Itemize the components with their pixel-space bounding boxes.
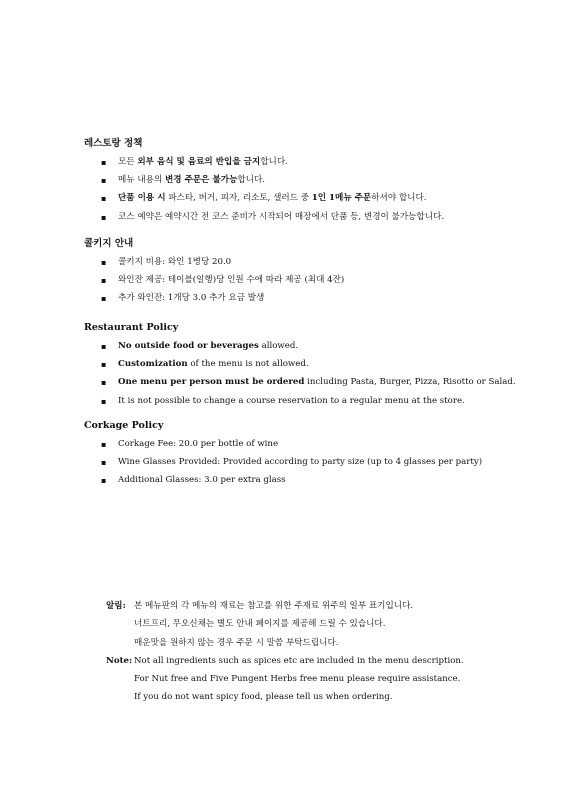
kr-corkage-item-text: 콜키지 비용: 와인 1병당 20.0 xyxy=(118,257,232,267)
en-note-row xyxy=(106,656,546,674)
kr-policy-item-text: 하셔야 합니다. xyxy=(371,193,427,204)
en-note-row xyxy=(106,692,546,710)
kr-policy-item-bold: 1인 1메뉴 주문 xyxy=(311,193,372,204)
en-policy-item-text: It is not possible to change a course reservation to a regular menu at the store. xyxy=(118,395,465,406)
kr-policy-item-bold: 단품 이용 시 xyxy=(118,193,166,204)
en-corkage-item xyxy=(84,475,554,486)
bullet-icon: ▪ xyxy=(101,341,107,351)
kr-corkage-item xyxy=(84,275,554,286)
en-policy-item-text: of the menu is not allowed. xyxy=(187,359,309,370)
kr-policy-item-text: 모든 xyxy=(118,157,138,167)
kr-policy-item xyxy=(84,212,554,223)
en-policy-item xyxy=(84,396,554,407)
bullet-icon: ▪ xyxy=(101,175,107,186)
bullet-icon: ▪ xyxy=(101,475,107,486)
kr-note-row xyxy=(106,638,546,656)
en-policy-item-bold: Customization xyxy=(118,359,188,370)
en-policy-item xyxy=(84,359,554,370)
kr-policy-item-text: 파스타, 버거, 피자, 리소토, 샐러드 중 xyxy=(165,193,312,204)
en-note-line: If you do not want spicy food, please tell us when ordering. xyxy=(134,692,393,703)
en-corkage-policy-title: Corkage Policy xyxy=(84,420,164,431)
en-restaurant-policy-section xyxy=(84,322,554,414)
bullet-icon: ▪ xyxy=(101,257,107,267)
kr-corkage-item-text: 추가 와인잔: 1개당 3.0 추가 요금 발생 xyxy=(118,293,265,304)
en-note-line: For Nut free and Five Pungent Herbs free menu please require assistance. xyxy=(134,674,461,685)
kr-policy-item-bold: 외부 음식 및 음료의 반입을 금지 xyxy=(137,157,261,167)
en-restaurant-policy-title: Restaurant Policy xyxy=(84,322,179,333)
kr-note-line: 본 메뉴판의 각 메뉴의 재료는 참고를 위한 주재료 위주의 일부 표기입니다. xyxy=(134,601,414,611)
kr-policy-item-text: 메뉴 내용의 xyxy=(118,175,165,186)
bullet-icon: ▪ xyxy=(101,359,107,370)
en-corkage-item-text: Additional Glasses: 3.0 per extra glass xyxy=(118,475,286,486)
en-policy-item-text: allowed. xyxy=(258,341,299,351)
kr-corkage-item-text: 와인잔 제공: 테이블(일행)당 인원 수에 따라 제공 (최대 4잔) xyxy=(118,275,345,286)
kr-restaurant-policy-section xyxy=(84,138,554,230)
bullet-icon: ▪ xyxy=(101,275,107,286)
bullet-icon: ▪ xyxy=(101,293,107,304)
en-policy-item-bold: One menu per person must be ordered xyxy=(118,377,305,388)
en-note-line: Not all ingredients such as spices etc are included in the menu description. xyxy=(134,655,464,666)
kr-policy-item xyxy=(84,175,554,186)
kr-note-label: 알림: xyxy=(106,601,126,611)
kr-policy-item-text: 코스 예약은 예약시간 전 코스 준비가 시작되어 매장에서 단품 등, 변경이 불가능합니다. xyxy=(118,211,445,222)
en-note-row xyxy=(106,674,546,692)
en-policy-item-text: including Pasta, Burger, Pizza, Risotto or Salad. xyxy=(304,377,516,388)
kr-corkage-item xyxy=(84,293,554,304)
kr-corkage-item xyxy=(84,257,554,268)
kr-corkage-policy-title: 콜키지 안내 xyxy=(84,238,134,249)
en-policy-item-bold: No outside food or beverages xyxy=(118,341,259,351)
bullet-icon: ▪ xyxy=(101,395,107,406)
bullet-icon: ▪ xyxy=(101,439,107,449)
bullet-icon: ▪ xyxy=(101,157,107,167)
kr-policy-item-bold: 변경 주문은 불가능 xyxy=(164,175,238,186)
bullet-icon: ▪ xyxy=(101,377,107,388)
kr-policy-item-text: 합니다. xyxy=(260,157,288,167)
kr-note-row xyxy=(106,601,546,619)
bullet-icon: ▪ xyxy=(101,211,107,222)
kr-restaurant-policy-title: 레스토랑 정책 xyxy=(84,138,143,149)
en-policy-item xyxy=(84,377,554,388)
kr-policy-item xyxy=(84,157,554,168)
en-corkage-item-text: Corkage Fee: 20.0 per bottle of wine xyxy=(118,439,279,449)
kr-note-line: 매운맛을 원하지 않는 경우 주문 시 말씀 부탁드립니다. xyxy=(134,637,339,648)
kr-corkage-policy-section xyxy=(84,238,554,312)
bullet-icon: ▪ xyxy=(101,193,107,204)
en-corkage-policy-section xyxy=(84,420,554,494)
kr-note-row xyxy=(106,619,546,637)
kr-policy-item-text: 합니다. xyxy=(237,175,266,186)
kr-note-line: 너트프리, 무오신채는 별도 안내 페이지를 제공해 드릴 수 있습니다. xyxy=(134,619,386,630)
kr-policy-item xyxy=(84,193,554,204)
en-corkage-item xyxy=(84,457,554,468)
en-note-label: Note: xyxy=(106,655,133,666)
en-corkage-item-text: Wine Glasses Provided: Provided according to party size (up to 4 glasses per party) xyxy=(118,457,483,468)
en-corkage-item xyxy=(84,439,554,450)
bullet-icon: ▪ xyxy=(101,457,107,468)
en-policy-item xyxy=(84,341,554,352)
notes-block xyxy=(106,601,546,711)
